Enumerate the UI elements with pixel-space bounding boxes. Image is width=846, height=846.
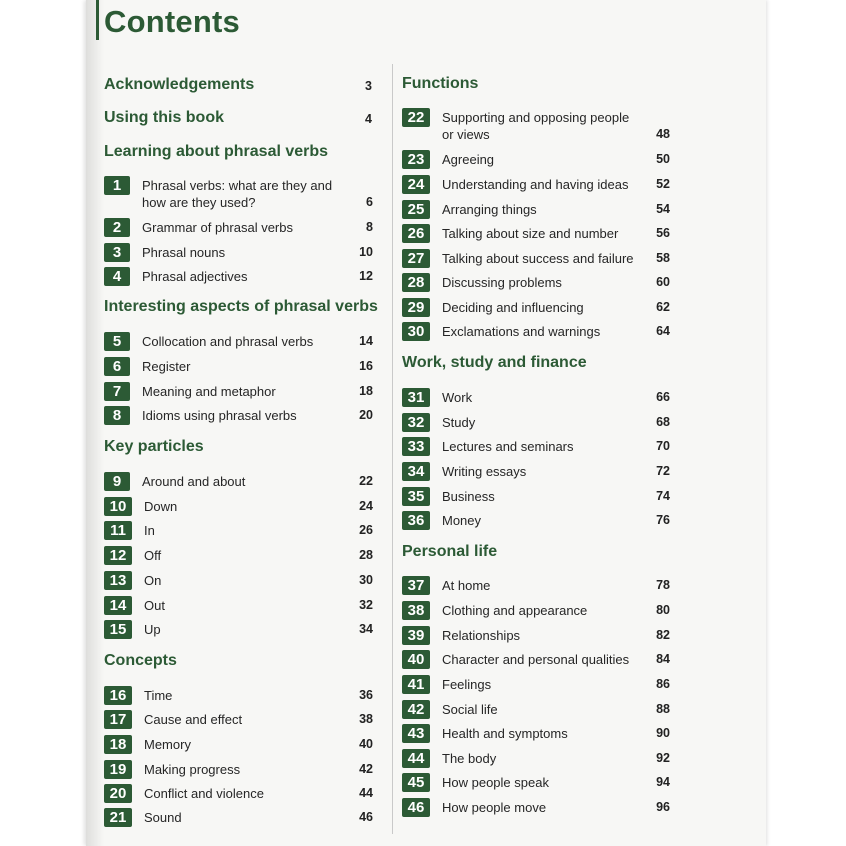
- unit-title: At home: [442, 578, 491, 593]
- unit-page-number: 22: [359, 474, 373, 488]
- unit-row-13[interactable]: [104, 571, 350, 590]
- unit-title: Collocation and phrasal verbs: [142, 334, 314, 349]
- unit-page-number: 86: [656, 677, 670, 691]
- unit-number-badge: 6: [104, 357, 130, 376]
- unit-title: Memory: [144, 737, 191, 752]
- section-heading: Personal life: [402, 543, 498, 560]
- unit-number-badge: 43: [402, 724, 430, 743]
- unit-row-19[interactable]: [104, 760, 350, 779]
- section-interesting-aspects: [104, 298, 384, 316]
- unit-page-number: 30: [359, 573, 373, 587]
- unit-title: Making progress: [144, 762, 241, 777]
- unit-number-badge: 9: [104, 472, 130, 491]
- unit-page-number: 24: [359, 499, 373, 513]
- column-divider: [392, 64, 393, 834]
- unit-page-number: 64: [656, 324, 670, 338]
- unit-number-badge: 34: [402, 462, 430, 481]
- unit-number-badge: 27: [402, 249, 430, 268]
- unit-title: Clothing and appearance: [442, 603, 588, 618]
- unit-number-badge: 30: [402, 322, 430, 341]
- unit-row-16[interactable]: [104, 686, 350, 705]
- unit-row-42[interactable]: [402, 700, 638, 719]
- unit-number-badge: 44: [402, 749, 430, 768]
- unit-page-number: 68: [656, 415, 670, 429]
- unit-title: Lectures and seminars: [442, 439, 574, 454]
- unit-title: Business: [442, 489, 495, 504]
- unit-row-25[interactable]: [402, 200, 638, 219]
- unit-number-badge: 8: [104, 406, 130, 425]
- unit-page-number: 50: [656, 152, 670, 166]
- unit-row-3[interactable]: [104, 243, 348, 262]
- unit-title: Social life: [442, 702, 498, 717]
- unit-row-32[interactable]: [402, 413, 638, 432]
- unit-page-number: 26: [359, 523, 373, 537]
- unit-number-badge: 26: [402, 224, 430, 243]
- unit-row-38[interactable]: [402, 601, 638, 620]
- section-heading: Work, study and finance: [402, 354, 587, 371]
- unit-title: Conflict and violence: [144, 786, 264, 801]
- unit-page-number: 20: [359, 408, 373, 422]
- unit-title: Character and personal qualities: [442, 652, 630, 667]
- unit-title: Agreeing: [442, 152, 495, 167]
- unit-page-number: 88: [656, 702, 670, 716]
- unit-row-26[interactable]: [402, 224, 638, 243]
- section-acknowledgements: [104, 76, 372, 94]
- unit-title: How people move: [442, 800, 547, 815]
- unit-number-badge: 35: [402, 487, 430, 506]
- unit-row-23[interactable]: [402, 150, 638, 169]
- unit-page-number: 36: [359, 688, 373, 702]
- unit-title: Register: [142, 359, 191, 374]
- unit-page-number: 94: [656, 775, 670, 789]
- unit-title: Idioms using phrasal verbs: [142, 408, 297, 423]
- unit-page-number: 60: [656, 275, 670, 289]
- unit-page-number: 54: [656, 202, 670, 216]
- unit-number-badge: 21: [104, 808, 132, 827]
- unit-row-12[interactable]: [104, 546, 350, 565]
- unit-row-41[interactable]: [402, 675, 638, 694]
- unit-row-4[interactable]: [104, 267, 348, 286]
- unit-number-badge: 28: [402, 273, 430, 292]
- unit-row-6[interactable]: [104, 357, 348, 376]
- unit-title: Meaning and metaphor: [142, 384, 276, 399]
- unit-row-5[interactable]: [104, 332, 348, 351]
- section-heading: Interesting aspects of phrasal verbs: [104, 298, 378, 315]
- unit-row-30[interactable]: [402, 322, 638, 341]
- unit-page-number: 58: [656, 251, 670, 265]
- section-using-this-book: [104, 109, 372, 127]
- unit-page-number: 10: [359, 245, 373, 259]
- unit-page-number: 48: [656, 127, 670, 141]
- unit-title: In: [144, 523, 155, 538]
- unit-row-28[interactable]: [402, 273, 638, 292]
- section-page-number: 3: [365, 79, 372, 93]
- unit-number-badge: 23: [402, 150, 430, 169]
- unit-page-number: 70: [656, 439, 670, 453]
- unit-title: Phrasal verbs: what are they and how are they used?: [142, 178, 333, 210]
- unit-page-number: 74: [656, 489, 670, 503]
- unit-page-number: 52: [656, 177, 670, 191]
- unit-number-badge: 13: [104, 571, 132, 590]
- unit-title: Work: [442, 390, 473, 405]
- unit-title: Writing essays: [442, 464, 527, 479]
- section-heading: Functions: [402, 75, 479, 92]
- page-title: Contents: [104, 4, 240, 39]
- unit-number-badge: 40: [402, 650, 430, 669]
- unit-number-badge: 4: [104, 267, 130, 286]
- unit-page-number: 84: [656, 652, 670, 666]
- unit-number-badge: 2: [104, 218, 130, 237]
- unit-title: How people speak: [442, 775, 549, 790]
- unit-page-number: 28: [359, 548, 373, 562]
- unit-number-badge: 39: [402, 626, 430, 645]
- unit-row-9[interactable]: [104, 472, 348, 491]
- unit-number-badge: 20: [104, 784, 132, 803]
- unit-row-45[interactable]: [402, 773, 638, 792]
- unit-page-number: 72: [656, 464, 670, 478]
- unit-page-number: 62: [656, 300, 670, 314]
- unit-title: Study: [442, 415, 476, 430]
- section-work-study-finance: [402, 354, 672, 372]
- section-concepts: [104, 652, 372, 670]
- unit-page-number: 42: [359, 762, 373, 776]
- unit-page-number: 14: [359, 334, 373, 348]
- section-heading: Key particles: [104, 438, 204, 455]
- unit-number-badge: 38: [402, 601, 430, 620]
- unit-row-44[interactable]: [402, 749, 638, 768]
- unit-title: Down: [144, 499, 178, 514]
- unit-number-badge: 3: [104, 243, 130, 262]
- unit-page-number: 18: [359, 384, 373, 398]
- unit-row-15[interactable]: [104, 620, 350, 639]
- unit-number-badge: 42: [402, 700, 430, 719]
- unit-title: Sound: [144, 810, 182, 825]
- unit-title: Feelings: [442, 677, 492, 692]
- unit-row-17[interactable]: [104, 710, 350, 729]
- unit-row-31[interactable]: [402, 388, 638, 407]
- unit-page-number: 80: [656, 603, 670, 617]
- unit-number-badge: 31: [402, 388, 430, 407]
- unit-number-badge: 5: [104, 332, 130, 351]
- unit-row-27[interactable]: [402, 249, 638, 268]
- unit-title: Health and symptoms: [442, 726, 568, 741]
- unit-title: Arranging things: [442, 202, 537, 217]
- unit-row-46[interactable]: [402, 798, 638, 817]
- unit-row-21[interactable]: [104, 808, 350, 827]
- unit-row-43[interactable]: [402, 724, 638, 743]
- unit-number-badge: 24: [402, 175, 430, 194]
- unit-number-badge: 36: [402, 511, 430, 530]
- unit-row-40[interactable]: [402, 650, 638, 669]
- unit-row-34[interactable]: [402, 462, 638, 481]
- unit-row-24[interactable]: [402, 175, 638, 194]
- unit-page-number: 38: [359, 712, 373, 726]
- unit-page-number: 12: [359, 269, 373, 283]
- unit-title: Money: [442, 513, 482, 528]
- unit-title: Around and about: [142, 474, 246, 489]
- unit-row-1[interactable]: [104, 176, 348, 211]
- unit-title: Discussing problems: [442, 275, 562, 290]
- unit-title: Cause and effect: [144, 712, 243, 727]
- unit-title: Talking about success and failure: [442, 251, 634, 266]
- unit-number-badge: 19: [104, 760, 132, 779]
- unit-page-number: 8: [366, 220, 373, 234]
- unit-page-number: 78: [656, 578, 670, 592]
- unit-title: Deciding and influencing: [442, 300, 584, 315]
- unit-title: The body: [442, 751, 497, 766]
- unit-page-number: 32: [359, 598, 373, 612]
- unit-page-number: 76: [656, 513, 670, 527]
- unit-page-number: 46: [359, 810, 373, 824]
- unit-page-number: 56: [656, 226, 670, 240]
- unit-page-number: 96: [656, 800, 670, 814]
- section-personal-life: [402, 543, 672, 561]
- unit-number-badge: 18: [104, 735, 132, 754]
- unit-number-badge: 17: [104, 710, 132, 729]
- unit-title: Exclamations and warnings: [442, 324, 601, 339]
- unit-number-badge: 14: [104, 596, 132, 615]
- unit-row-8[interactable]: [104, 406, 348, 425]
- unit-title: Off: [144, 548, 162, 563]
- unit-number-badge: 37: [402, 576, 430, 595]
- unit-row-10[interactable]: [104, 497, 350, 516]
- section-learning-about-phrasal-verbs: [104, 143, 372, 161]
- unit-row-11[interactable]: [104, 521, 350, 540]
- unit-number-badge: 33: [402, 437, 430, 456]
- section-functions: [402, 75, 672, 93]
- unit-row-29[interactable]: [402, 298, 638, 317]
- unit-number-badge: 12: [104, 546, 132, 565]
- section-key-particles: [104, 438, 372, 456]
- unit-title: On: [144, 573, 162, 588]
- unit-title: Relationships: [442, 628, 521, 643]
- unit-page-number: 40: [359, 737, 373, 751]
- unit-title: Supporting and opposing people or views: [442, 110, 630, 142]
- unit-number-badge: 46: [402, 798, 430, 817]
- unit-row-37[interactable]: [402, 576, 638, 595]
- unit-row-2[interactable]: [104, 218, 348, 237]
- unit-title: Understanding and having ideas: [442, 177, 629, 192]
- unit-number-badge: 32: [402, 413, 430, 432]
- unit-title: Phrasal nouns: [142, 245, 226, 260]
- unit-number-badge: 7: [104, 382, 130, 401]
- unit-page-number: 66: [656, 390, 670, 404]
- unit-row-20[interactable]: [104, 784, 350, 803]
- unit-number-badge: 29: [402, 298, 430, 317]
- unit-number-badge: 10: [104, 497, 132, 516]
- unit-title: Grammar of phrasal verbs: [142, 220, 293, 235]
- unit-page-number: 92: [656, 751, 670, 765]
- unit-number-badge: 16: [104, 686, 132, 705]
- unit-title: Out: [144, 598, 165, 613]
- unit-title: Phrasal adjectives: [142, 269, 248, 284]
- unit-page-number: 16: [359, 359, 373, 373]
- unit-number-badge: 25: [402, 200, 430, 219]
- unit-row-39[interactable]: [402, 626, 638, 645]
- unit-row-18[interactable]: [104, 735, 350, 754]
- unit-page-number: 82: [656, 628, 670, 642]
- section-page-number: 4: [365, 112, 372, 126]
- section-heading: Concepts: [104, 652, 177, 669]
- unit-row-14[interactable]: [104, 596, 350, 615]
- unit-row-33[interactable]: [402, 437, 638, 456]
- unit-row-35[interactable]: [402, 487, 638, 506]
- unit-number-badge: 22: [402, 108, 430, 127]
- unit-number-badge: 11: [104, 521, 132, 540]
- section-heading: Using this book: [104, 109, 224, 126]
- unit-page-number: 34: [359, 622, 373, 636]
- unit-title: Up: [144, 622, 161, 637]
- section-heading: Learning about phrasal verbs: [104, 143, 329, 160]
- unit-row-22[interactable]: [402, 108, 638, 143]
- unit-number-badge: 41: [402, 675, 430, 694]
- unit-page-number: 44: [359, 786, 373, 800]
- unit-page-number: 90: [656, 726, 670, 740]
- unit-row-7[interactable]: [104, 382, 348, 401]
- unit-title: Talking about size and number: [442, 226, 619, 241]
- green-spine-bar: [96, 0, 99, 40]
- unit-number-badge: 15: [104, 620, 132, 639]
- section-heading: Acknowledgements: [104, 76, 255, 93]
- unit-number-badge: 45: [402, 773, 430, 792]
- unit-row-36[interactable]: [402, 511, 638, 530]
- unit-page-number: 6: [366, 195, 373, 209]
- unit-number-badge: 1: [104, 176, 130, 195]
- unit-title: Time: [144, 688, 173, 703]
